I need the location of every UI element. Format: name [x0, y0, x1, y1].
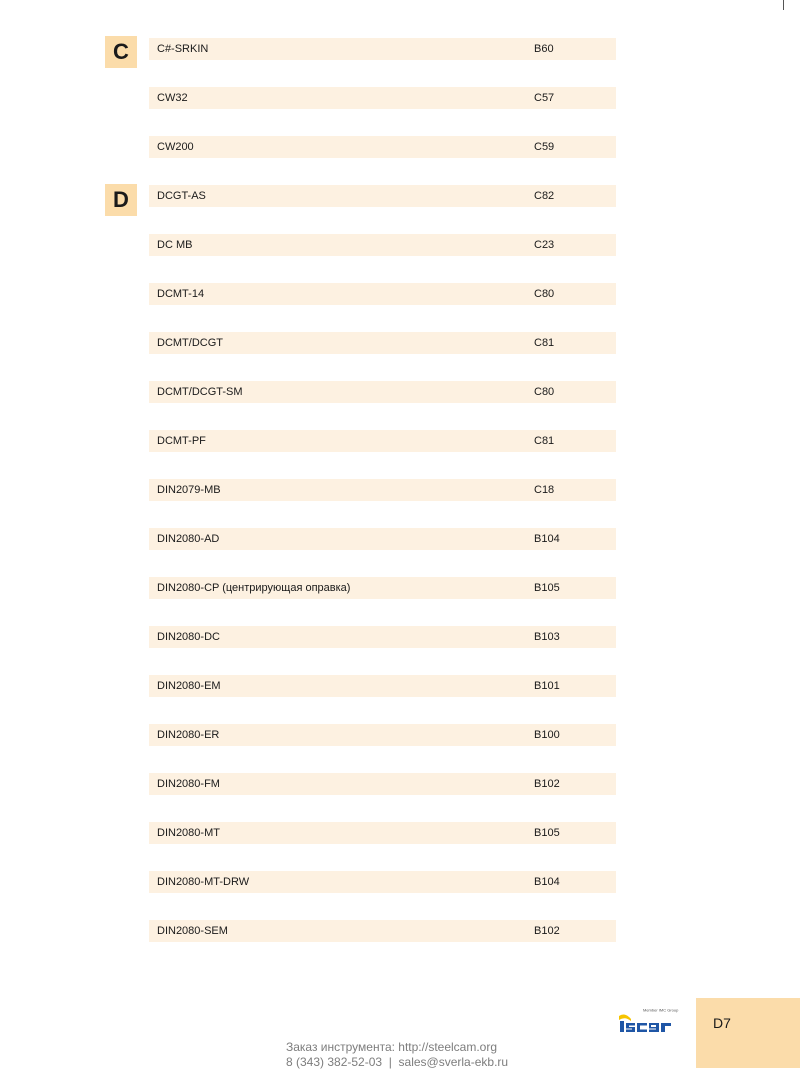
product-name: DIN2080-SEM: [157, 925, 228, 937]
product-name: DCMT/DCGT: [157, 337, 223, 349]
product-name: DIN2080-MT: [157, 827, 220, 839]
product-name: DIN2080-EM: [157, 680, 221, 692]
product-name: DIN2080-AD: [157, 533, 220, 545]
page-reference: B101: [534, 680, 560, 692]
index-row: [149, 185, 616, 207]
index-row: [149, 332, 616, 354]
product-name: DIN2080-ER: [157, 729, 220, 741]
page-reference: C59: [534, 141, 555, 153]
product-name: C#-SRKIN: [157, 43, 209, 55]
product-name: DCMT/DCGT-SM: [157, 386, 243, 398]
index-row: [149, 136, 616, 158]
iscar-logo: [619, 1006, 681, 1036]
section-letter-d: D: [105, 184, 137, 216]
index-row: [149, 234, 616, 256]
index-row: [149, 577, 616, 599]
page-reference: B102: [534, 925, 560, 937]
index-row: [149, 528, 616, 550]
page-reference: B103: [534, 631, 560, 643]
page-reference: C81: [534, 435, 555, 447]
index-row: [149, 920, 616, 942]
page-reference: B104: [534, 533, 560, 545]
section-letter-c: C: [105, 36, 137, 68]
product-name: DIN2080-MT-DRW: [157, 876, 250, 888]
page-reference: C18: [534, 484, 555, 496]
index-row: [149, 283, 616, 305]
page-reference: C23: [534, 239, 555, 251]
product-name: DIN2079-MB: [157, 484, 221, 496]
product-name: DIN2080-DC: [157, 631, 220, 643]
index-row: [149, 430, 616, 452]
product-name: DIN2080-FM: [157, 778, 220, 790]
page-number-tab: [696, 998, 800, 1068]
page-reference: B102: [534, 778, 560, 790]
footer-contact-line: 8 (343) 382-52-03 | sales@sverla-ekb.ru: [286, 1055, 509, 1069]
page-reference: B104: [534, 876, 560, 888]
product-name: CW32: [157, 92, 188, 104]
product-name: CW200: [157, 141, 194, 153]
index-row: [149, 675, 616, 697]
index-row: [149, 38, 616, 60]
page-reference: B100: [534, 729, 560, 741]
page-reference: C82: [534, 190, 555, 202]
index-row: [149, 87, 616, 109]
page-reference: B60: [534, 43, 554, 55]
footer-contacts: [286, 1040, 508, 1070]
index-row: [149, 822, 616, 844]
page-reference: B105: [534, 827, 560, 839]
page-reference: C80: [534, 288, 555, 300]
product-name: DIN2080-CP (центрирующая оправка): [157, 582, 351, 594]
product-name: DCGT-AS: [157, 190, 206, 202]
footer-order-line: Заказ инструмента: http://steelcam.org: [286, 1040, 498, 1054]
index-row: [149, 724, 616, 746]
crop-mark: [783, 0, 784, 10]
page-number: D7: [713, 1015, 731, 1031]
page-reference: C57: [534, 92, 555, 104]
index-row: [149, 871, 616, 893]
index-row: [149, 626, 616, 648]
product-name: DC MB: [157, 239, 193, 251]
svg-text:Member IMC Group: Member IMC Group: [643, 1007, 679, 1013]
product-name: DCMT-PF: [157, 435, 206, 447]
product-name: DCMT-14: [157, 288, 205, 300]
page-reference: B105: [534, 582, 560, 594]
index-row: [149, 479, 616, 501]
index-row: [149, 381, 616, 403]
page-reference: C80: [534, 386, 555, 398]
index-row: [149, 773, 616, 795]
page-reference: C81: [534, 337, 555, 349]
